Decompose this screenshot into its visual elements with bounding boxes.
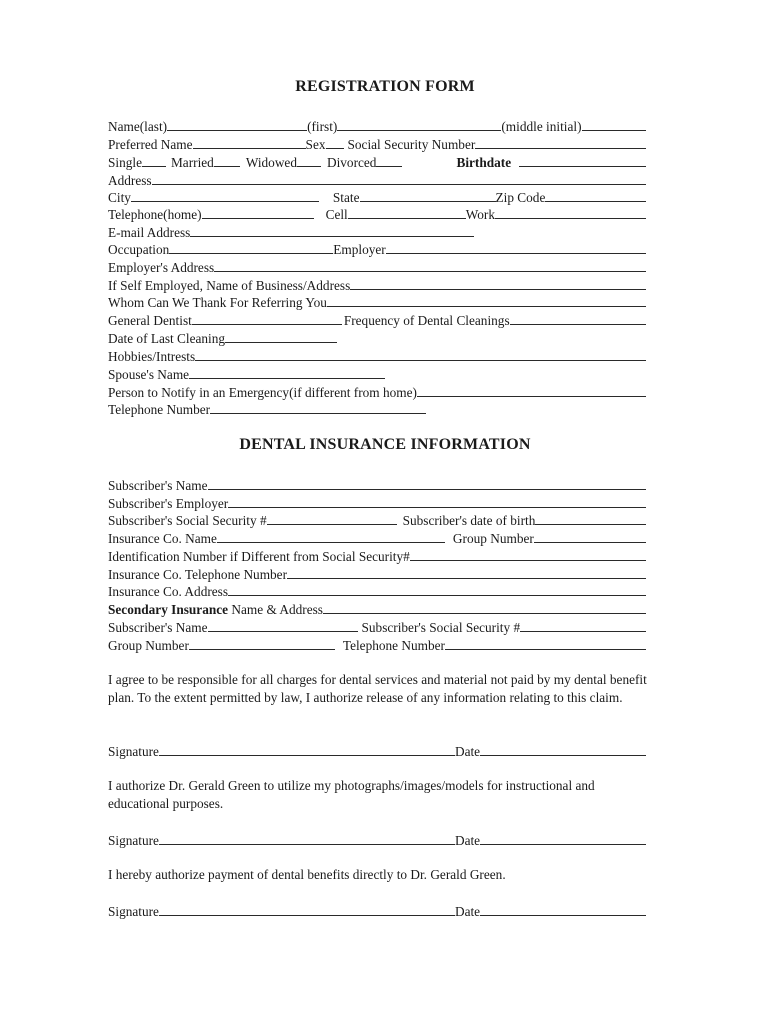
telephone-home-line[interactable] xyxy=(202,218,314,219)
identification-row xyxy=(108,547,646,564)
widowed-line[interactable] xyxy=(297,166,321,167)
insurance-section-title: DENTAL INSURANCE INFORMATION xyxy=(239,436,531,453)
cell-line[interactable] xyxy=(348,218,466,219)
secondary-insurance-label: Secondary Insurance xyxy=(108,602,229,617)
name-row xyxy=(108,117,646,134)
secondary-group-row xyxy=(108,636,646,653)
insurance-address-row xyxy=(108,582,646,599)
occupation-label: Occupation xyxy=(108,242,170,257)
email-line[interactable] xyxy=(190,236,474,237)
preferred-name-row xyxy=(108,135,646,152)
secondary-subscriber-name-label: Subscriber's Name xyxy=(108,620,208,635)
address-label: Address xyxy=(108,173,152,188)
hobbies-label: Hobbies/Intrests xyxy=(108,349,196,364)
signature-row-2 xyxy=(108,831,646,848)
secondary-insurance-name-address-label: Name & Address xyxy=(228,602,323,617)
secondary-telephone-label: Telephone Number xyxy=(342,638,445,653)
self-employed-row xyxy=(108,276,646,293)
hobbies-row xyxy=(108,347,646,364)
date-label-2: Date xyxy=(454,833,481,848)
emergency-contact-line[interactable] xyxy=(417,396,646,397)
cell-label: Cell xyxy=(325,207,348,222)
divorced-line[interactable] xyxy=(376,166,402,167)
emergency-contact-row xyxy=(108,383,646,400)
agreement-paragraph: I agree to be responsible for all charges for dental services and material not paid by my dental benefit plan. To the extent permitted by law, I authorize release of any information relating to this claim. xyxy=(108,672,647,705)
married-line[interactable] xyxy=(214,166,240,167)
referral-row xyxy=(108,293,646,310)
secondary-subscriber-ssn-label: Subscriber's Social Security # xyxy=(361,620,521,635)
secondary-subscriber-name-line[interactable] xyxy=(208,631,358,632)
hobbies-line[interactable] xyxy=(195,360,646,361)
insurance-phone-row xyxy=(108,565,646,582)
subscriber-dob-label: Subscriber's date of birth xyxy=(402,513,536,528)
signature-line-2[interactable] xyxy=(159,844,455,845)
divorced-label: Divorced xyxy=(326,155,377,170)
signature-line-1[interactable] xyxy=(159,755,455,756)
secondary-group-number-line[interactable] xyxy=(189,649,335,650)
group-number-line[interactable] xyxy=(534,542,646,543)
employer-line[interactable] xyxy=(386,253,646,254)
email-label: E-mail Address xyxy=(108,225,191,240)
self-employed-label: If Self Employed, Name of Business/Address xyxy=(108,278,351,293)
employer-address-label: Employer's Address xyxy=(108,260,215,275)
insurance-name-row xyxy=(108,529,646,546)
insurance-phone-line[interactable] xyxy=(287,578,646,579)
date-line-2[interactable] xyxy=(480,844,646,845)
subscriber-name-line[interactable] xyxy=(208,489,646,490)
identification-label: Identification Number if Different from Social Security# xyxy=(108,549,410,564)
payment-authorization-paragraph: I hereby authorize payment of dental benefits directly to Dr. Gerald Green. xyxy=(108,867,506,882)
name-last-label: Name(last) xyxy=(108,119,168,134)
subscriber-employer-row xyxy=(108,494,646,511)
preferred-name-line[interactable] xyxy=(193,148,306,149)
cleaning-frequency-label: Frequency of Dental Cleanings xyxy=(343,313,510,328)
last-cleaning-label: Date of Last Cleaning xyxy=(108,331,226,346)
sex-label: Sex xyxy=(305,137,326,152)
subscriber-employer-line[interactable] xyxy=(228,507,646,508)
date-label-1: Date xyxy=(454,744,481,759)
general-dentist-line[interactable] xyxy=(192,324,342,325)
identification-line[interactable] xyxy=(410,560,646,561)
date-label-3: Date xyxy=(454,904,481,919)
zip-code-line[interactable] xyxy=(545,201,646,202)
general-dentist-row xyxy=(108,311,646,328)
self-employed-line[interactable] xyxy=(350,289,646,290)
telephone-row xyxy=(108,205,646,222)
ssn-line[interactable] xyxy=(475,148,646,149)
first-name-label: (first) xyxy=(307,119,338,134)
married-label: Married xyxy=(170,155,214,170)
employer-address-row xyxy=(108,258,646,275)
state-line[interactable] xyxy=(360,201,496,202)
widowed-label: Widowed xyxy=(245,155,297,170)
subscriber-employer-label: Subscriber's Employer xyxy=(108,496,229,511)
secondary-subscriber-ssn-line[interactable] xyxy=(520,631,646,632)
employer-address-line[interactable] xyxy=(214,271,646,272)
insurance-name-line[interactable] xyxy=(217,542,445,543)
address-row xyxy=(108,171,646,188)
sex-line[interactable] xyxy=(326,148,344,149)
city-label: City xyxy=(108,190,131,205)
signature-label-1: Signature xyxy=(108,744,159,759)
marital-status-row xyxy=(108,153,646,170)
work-label: Work xyxy=(465,207,495,222)
group-number-label: Group Number xyxy=(452,531,534,546)
last-cleaning-row xyxy=(108,329,646,346)
telephone-number-row xyxy=(108,400,646,417)
middle-initial-label: (middle initial) xyxy=(501,119,582,134)
city-line[interactable] xyxy=(131,201,319,202)
signature-row-3 xyxy=(108,902,646,919)
subscriber-ssn-row xyxy=(108,511,646,528)
referral-label: Whom Can We Thank For Referring You xyxy=(108,295,327,310)
general-dentist-label: General Dentist xyxy=(108,313,192,328)
occupation-row xyxy=(108,240,646,257)
telephone-number-line[interactable] xyxy=(210,413,426,414)
city-row xyxy=(108,188,646,205)
preferred-name-label: Preferred Name xyxy=(108,137,193,152)
secondary-group-number-label: Group Number xyxy=(108,638,189,653)
signature-label-2: Signature xyxy=(108,833,159,848)
telephone-number-label: Telephone Number xyxy=(108,402,211,417)
state-label: State xyxy=(332,190,360,205)
subscriber-ssn-line[interactable] xyxy=(267,524,397,525)
last-cleaning-line[interactable] xyxy=(225,342,337,343)
spouse-name-line[interactable] xyxy=(189,378,385,379)
spouse-row xyxy=(108,365,646,382)
birthdate-label: Birthdate xyxy=(456,155,512,170)
birthdate-line[interactable] xyxy=(519,166,646,167)
insurance-address-line[interactable] xyxy=(228,595,646,596)
signature-label-3: Signature xyxy=(108,904,159,919)
secondary-subscriber-row xyxy=(108,618,646,635)
signature-row-1 xyxy=(108,742,646,759)
form-title: REGISTRATION FORM xyxy=(295,78,475,95)
zip-code-label: Zip Code xyxy=(495,190,546,205)
subscriber-dob-line[interactable] xyxy=(535,524,646,525)
cleaning-frequency-line[interactable] xyxy=(510,324,646,325)
ssn-label: Social Security Number xyxy=(347,137,476,152)
address-line[interactable] xyxy=(152,184,646,185)
date-line-1[interactable] xyxy=(480,755,646,756)
employer-label: Employer xyxy=(333,242,386,257)
work-line[interactable] xyxy=(495,218,646,219)
insurance-address-label: Insurance Co. Address xyxy=(108,584,229,599)
subscriber-name-row xyxy=(108,476,646,493)
photo-consent-paragraph: I authorize Dr. Gerald Green to utilize my photographs/images/models for instructional and educational purposes. xyxy=(108,778,595,811)
secondary-insurance-line[interactable] xyxy=(323,613,646,614)
emergency-contact-label: Person to Notify in an Emergency(if different from home) xyxy=(108,385,417,400)
name-last-line[interactable] xyxy=(167,130,307,131)
middle-initial-line[interactable] xyxy=(582,130,647,131)
secondary-insurance-row xyxy=(108,600,646,617)
insurance-name-label: Insurance Co. Name xyxy=(108,531,217,546)
secondary-telephone-line[interactable] xyxy=(445,649,646,650)
subscriber-name-label: Subscriber's Name xyxy=(108,478,208,493)
referral-line[interactable] xyxy=(327,306,646,307)
subscriber-ssn-label: Subscriber's Social Security # xyxy=(108,513,267,528)
occupation-line[interactable] xyxy=(169,253,333,254)
first-name-line[interactable] xyxy=(337,130,501,131)
single-line[interactable] xyxy=(142,166,166,167)
single-label: Single xyxy=(108,155,142,170)
signature-line-3[interactable] xyxy=(159,915,455,916)
insurance-phone-label: Insurance Co. Telephone Number xyxy=(108,567,288,582)
spouse-name-label: Spouse's Name xyxy=(108,367,190,382)
telephone-home-label: Telephone(home) xyxy=(108,207,202,222)
email-row xyxy=(108,223,646,240)
date-line-3[interactable] xyxy=(480,915,646,916)
